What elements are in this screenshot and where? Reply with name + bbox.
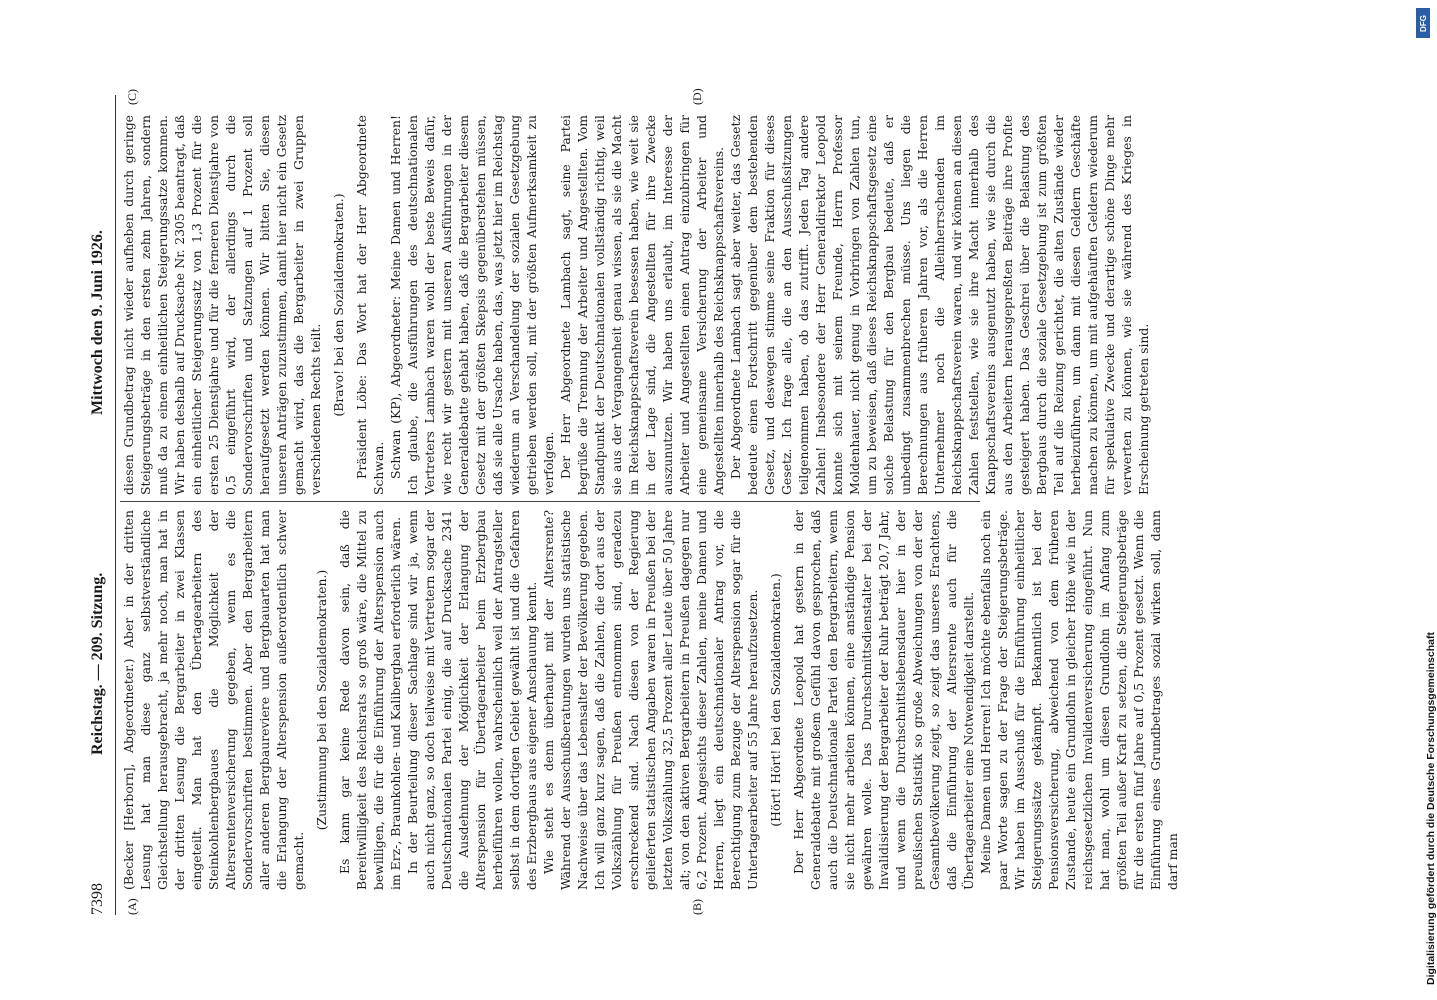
sidebar-credit: Digitalisierung gefördert durch die Deutsche Forschungsgemeinschaft [1425,632,1437,985]
paragraph: Meine Damen und Herren! Ich möchte ebenfalls noch ein paar Worte sagen zu der Frage der Steigerungsbeträge. Wir haben im Ausschuß für die Einführung einheitlicher Steigerungssätze gekämpft. Bekanntlich ist bei der Pensionsversicherung, abweichend von dem früheren Zustande, heute ein Grundlohn in gleicher Höhe wie in der reichsgesetzlichen Invalidenversicherung eingeführt. Nun hat man, wohl um diesen Grundlohn im Anfang zum größten Teil außer Kraft zu setzen, die Steigerungsbeträge für die ersten fünf Jahre auf 0,5 Prozent gesetzt. Wenn die Einführung eines Grundbetrages sozial wirken soll, dann darf man [978,510,1180,890]
session-date: Mittwoch den 9. Juni 1926. [89,230,106,415]
paragraph: diesen Grundbetrag nicht wieder aufheben durch geringe Steigerungsbeträge in den ersten zehn Jahren, sondern muß da zu einem einheitlichen Steigerungssatze kommen. Wir haben deshalb auf Drucksache Nr. 2305 beantragt, daß ein einheitlicher Steigerungssatz von 1,3 Prozent für die ersten 25 Dienstjahre und für die ferneren Dienstjahre von 0,5 eingeführt wird, der allerdings durch die Sondervorschriften und Satzungen auf 1 Prozent soll heraufgesetzt werden können. Wir bitten Sie, diesen unseren Anträgen zuzustimmen, damit hier nicht ein Gesetz gemacht wird, das die Bergarbeiter in zwei Gruppen verschiedenen Rechts teilt. [121,115,323,495]
paragraph: In der Beurteilung dieser Sachlage sind wir ja, wenn auch nicht ganz, so doch teilweise mit Vertretern sogar der Deutschnationalen Partei einig, die auf Drucksache 2341 die Ausdehnung der Möglichkeit der Erlangung der Alterspension für Übertagearbeiter beim Erzbergbau herbeiführen wollen, wahrscheinlich weil der Antragsteller selbst in dem dortigen Gebiet gewählt ist und die Gefahren des Erzbergbaus aus eigener Anschauung kennt. [405,510,539,890]
session-title: Reichstag. — 209. Sitzung. [89,572,106,755]
paragraph: (Becker [Herborn], Abgeordneter.) Aber in der dritten Lesung hat man diese ganz selbstverständliche Gleichstellung herausgebracht, ja mehr noch, man hat in der dritten Lesung die Bergarbeiter in zwei Klassen eingeteilt. Man hat den Übertagearbeitern des Steinkohlenbergbaues die Möglichkeit der Altersrentenversicherung gegeben, wenn es die Sondervorschriften bestimmen. Aber den Bergarbeitern aller anderen Bergbaureviere und Bergbauarten hat man die Erlangung der Alterspension außerordentlich schwer gemacht. [121,510,306,890]
interjection: (Zustimmung bei den Sozialdemokraten.) [314,569,329,831]
column-divider [120,501,980,502]
interjection: (Hört! Hört! bei den Sozialdemokraten.) [768,573,783,827]
margin-mark-c: (C) [125,89,139,105]
margin-mark-b: (B) [690,899,704,915]
page-number: 7398 [89,883,106,915]
paragraph: Wie steht es denn überhaupt mit der Altersrente? Während der Ausschußberatungen wurden uns statistische Nachweise über das Lebensalter der Bevölkerung gegeben. Ich will ganz kurz sagen, daß die Zahlen, die dort aus der Volkszählung für Preußen entnommen sind, geradezu erschreckend sind. Nach diesen von der Regierung gelieferten statistischen Angaben waren in Preußen bei der letzten Volkszählung 32,5 Prozent aller Leute über 50 Jahre alt; von den aktiven Bergarbeitern in Preußen dagegen nur 6,2 Prozent. Angesichts dieser Zahlen, meine Damen und Herren, liegt ein deutschnationaler Antrag vor, die Berechtigung zum Bezuge der Alterspension sogar für die Untertagearbeiter auf 55 Jahre heraufzusetzen. [541,510,760,890]
right-column [120,115,1152,495]
speaker-paragraph: Schwan (KP), Abgeordneter: Meine Damen und Herren! Ich glaube, die Ausführungen des deutschnationalen Vertreters Lambach waren wohl der beste Beweis dafür, wie recht wir gestern mit unseren Ausführungen in der Generaldebatte gehabt haben, daß die Bergarbeiter diesem Gesetz mit der größten Skepsis gegenüberstehen müssen, daß sie alle Ursache haben, das, was jetzt hier im Reichstag wiederum an Verschandelung der sozialen Gesetzgebung getrieben werden soll, mit der größten Aufmerksamkeit zu verfolgen. [388,115,556,495]
dfg-logo: DFG [1416,8,1430,38]
paragraph: Es kann gar keine Rede davon sein, daß die Bereitwilligkeit des Reichsrats so groß wäre, die Mittel zu bewilligen, die für die Einführung der Alterspension auch im Erz-, Braunkohlen- und Kalibergbau erforderlich wären. [337,510,403,890]
page-header [85,95,116,915]
paragraph: Der Herr Abgeordnete Leopold hat gestern in der Generaldebatte mit großem Gefühl davon gesprochen, daß auch die Deutschnationale Partei den Bergarbeitern, wenn sie nicht mehr arbeiten können, eine anständige Pension gewähren wolle. Das Durchschnittsdienstalter bei der Invalidisierung der Bergarbeiter der Ruhr beträgt 20,7 Jahr, und wenn die Durchschnittslebensdauer hier in der preußischen Statistik so große Abweichungen von der der Gesamtbevölkerung zeigt, so zeigt das unseres Erachtens, daß die Einführung der Altersrente auch für die Übertagearbeiter eine Notwendigkeit darstellt. [791,510,976,890]
left-column [120,510,1181,890]
interjection: (Bravo! bei den Sozialdemokraten.) [331,193,346,417]
paragraph: Der Herr Abgeordnete Lambach sagt, seine Partei begrüße die Trennung der Arbeiter und Angestellten. Vom Standpunkt der Deutschnationalen vollständig richtig, weil sie aus der Vergangenheit genau wissen, als sie die Macht im Reichsknappschaftsverein besessen haben, wie weit sie in der Lage sind, die Angestellten für ihre Zwecke auszunutzen. Wir haben uns erlaubt, im Interesse der Arbeiter und Angestellten einen Antrag einzubringen für eine gemeinsame Versicherung der Arbeiter und Angestellten innerhalb des Reichsknappschaftsvereins. [558,115,726,495]
margin-mark-d: (D) [690,88,704,105]
speaker-paragraph: Präsident Löbe: Das Wort hat der Herr Abgeordnete Schwan. [354,115,386,495]
paragraph: Der Abgeordnete Lambach sagt aber weiter, das Gesetz bedeute einen Fortschritt gegenüber dem bestehenden Gesetz, und deswegen stimme seine Fraktion für dieses Gesetz. Ich frage alle, die an den Ausschußsitzungen teilgenommen haben, ob das zutrifft. Jeden Tag andere Zahlen! Insbesondere der Herr Generaldirektor Leopold konnte sich mit seinem Freunde, Herrn Professor Moldenhauer, nicht genug in Vorbringen von Zahlen tun, um zu beweisen, daß dieses Reichsknappschaftsgesetz eine solche Belastung für den Bergbau bedeute, daß er unbedingt zusammenbrechen müsse. Uns liegen die Berechnungen aus früheren Jahren vor, als die Herren Unternehmer noch die Alleinherrschenden im Reichsknappschaftsverein waren, und wir können an diesen Zahlen feststellen, wie sie ihre Macht innerhalb des Knappschaftsvereins ausgenutzt haben, wie sie durch die aus den Arbeitern herausgepreßten Beiträge ihre Profite gesteigert haben. Das Geschrei über die Belastung des Bergbaus durch die soziale Gesetzgebung ist zum größten Teil auf die Reizung gerichtet, die alten Zustände wieder herbeizuführen, um dann mit diesen Geldern Geschäfte machen zu können, um mit aufgehäuften Geldern wiederum für spekulative Zwecke und derartige schöne Dinge mehr verwerten zu können, wie sie während des Krieges in Erscheinung getreten sind. [728,115,1151,495]
margin-mark-a: (A) [125,898,139,915]
